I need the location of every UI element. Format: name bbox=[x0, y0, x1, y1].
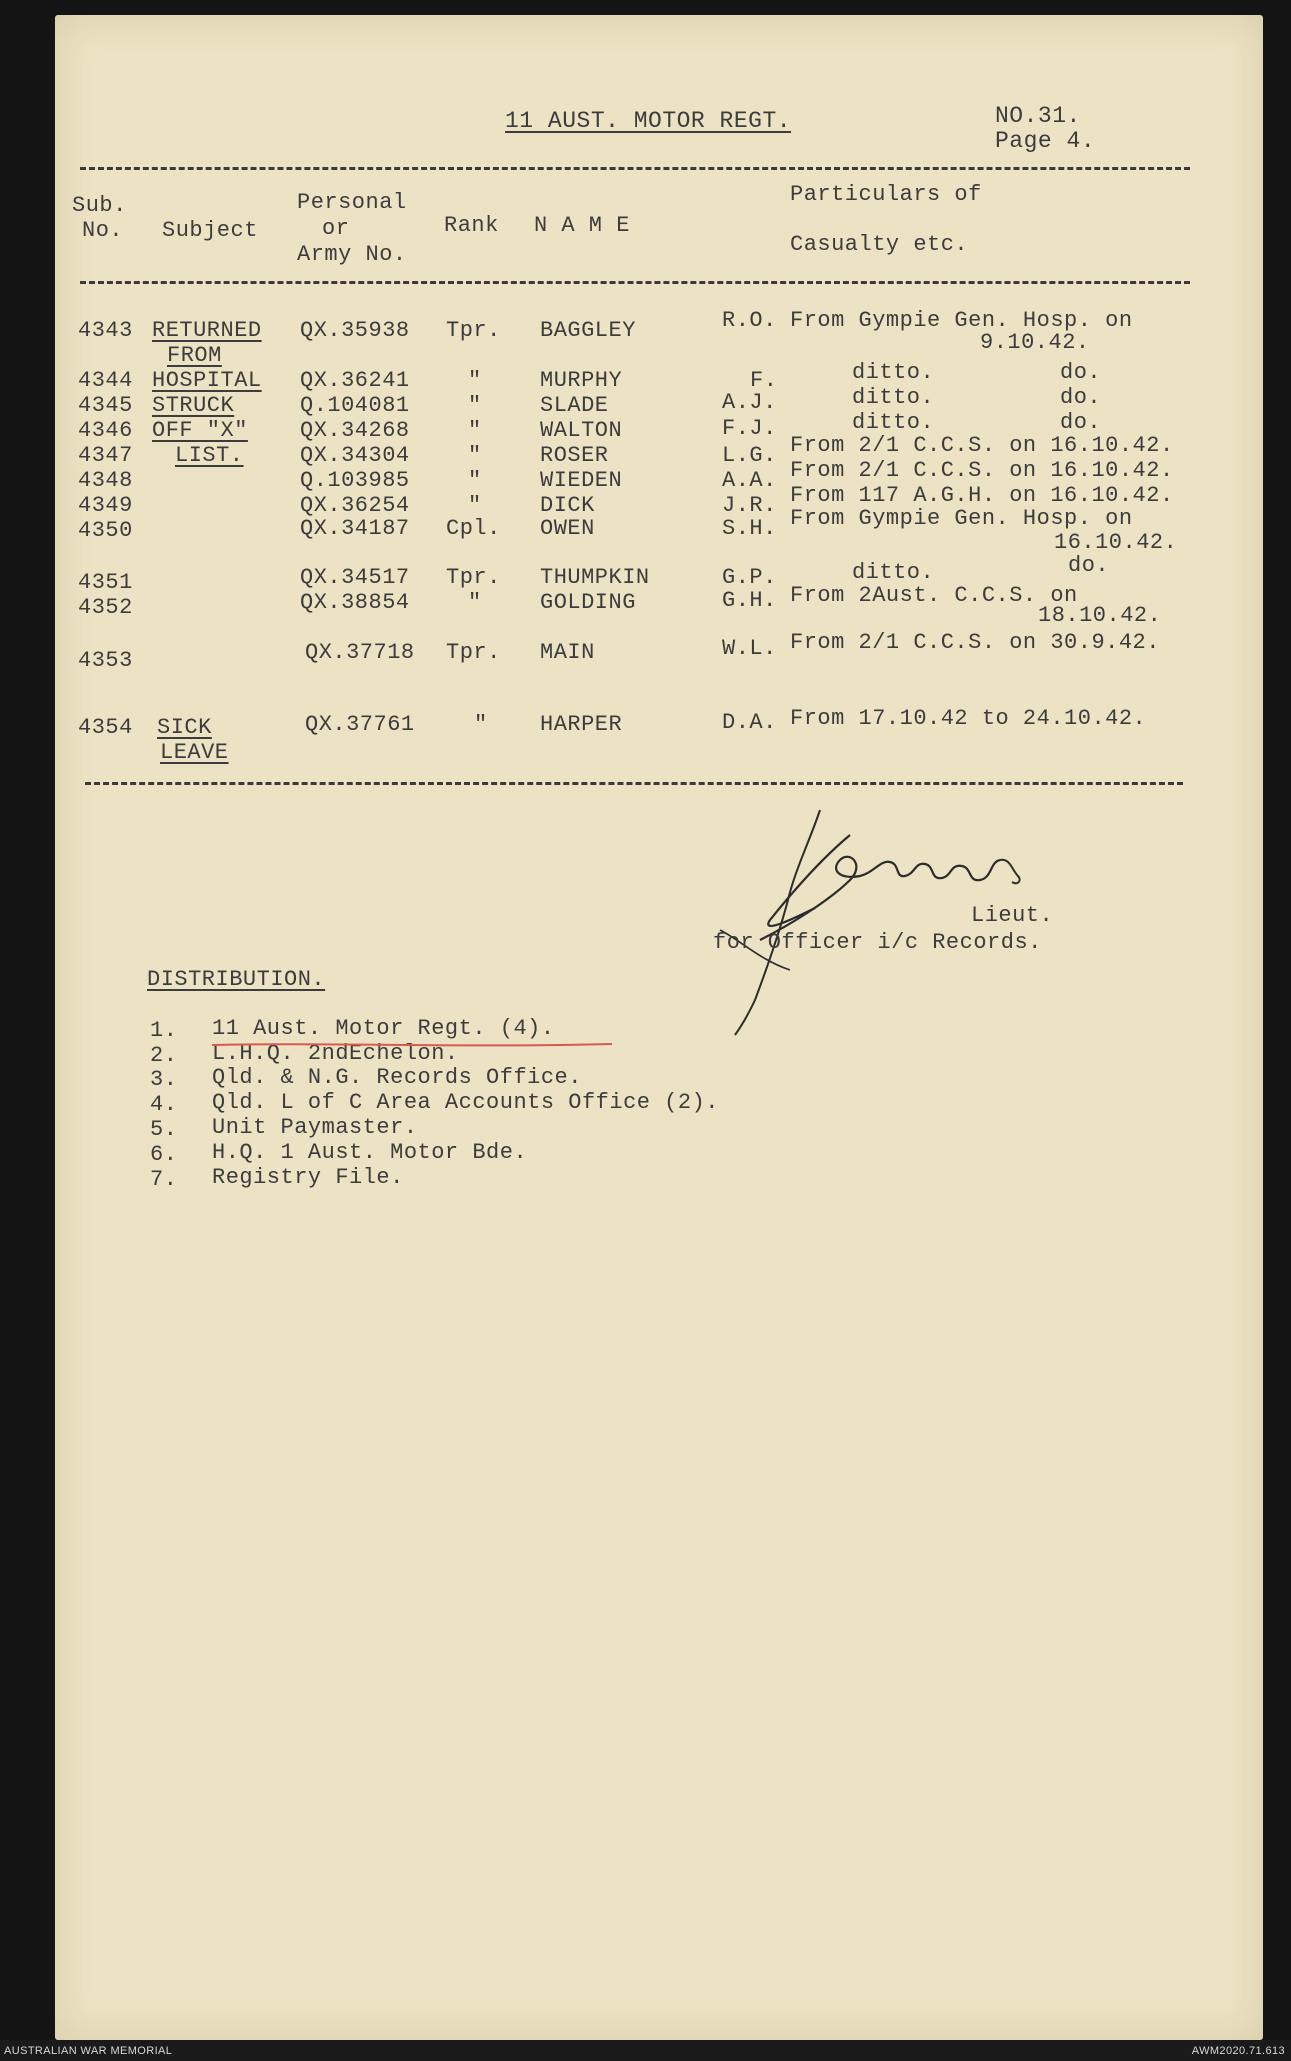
row-rank: " bbox=[468, 393, 482, 418]
row-name: OWEN bbox=[540, 516, 595, 541]
col-rank: Rank bbox=[444, 213, 499, 238]
page-number: Page 4. bbox=[995, 128, 1096, 154]
archive-credit: AUSTRALIAN WAR MEMORIAL bbox=[4, 2045, 173, 2057]
list-item-number: 7. bbox=[150, 1167, 178, 1192]
row-rank: " bbox=[468, 368, 482, 393]
list-item: Qld. L of C Area Accounts Office (2). bbox=[212, 1090, 719, 1115]
row-army-no: QX.34304 bbox=[300, 443, 410, 468]
row-name: ROSER bbox=[540, 443, 609, 468]
table-divider-bottom bbox=[85, 782, 1183, 785]
list-item-number: 6. bbox=[150, 1142, 178, 1167]
row-sub-no: 4347 bbox=[78, 443, 133, 468]
archive-footer-bar bbox=[0, 2040, 1291, 2061]
list-item: Registry File. bbox=[212, 1165, 404, 1190]
row-particulars: From 17.10.42 to 24.10.42. bbox=[790, 706, 1147, 731]
list-item-number: 1. bbox=[150, 1018, 178, 1043]
row-sub-no: 4353 bbox=[78, 648, 133, 673]
row-army-no: Q.103985 bbox=[300, 468, 410, 493]
row-particulars: From 2/1 C.C.S. on 16.10.42. bbox=[790, 458, 1174, 483]
row-initials: D.A. bbox=[722, 710, 777, 735]
row-rank: " bbox=[468, 493, 482, 518]
row-rank: " bbox=[474, 712, 488, 737]
signature-rank: Lieut. bbox=[971, 903, 1054, 928]
row-initials: G.P. bbox=[722, 565, 777, 590]
row-sub-no: 4346 bbox=[78, 418, 133, 443]
row-name: HARPER bbox=[540, 712, 623, 737]
subject-returned-3: HOSPITAL bbox=[152, 368, 262, 393]
row-initials: S.H. bbox=[722, 516, 777, 541]
row-army-no: QX.37718 bbox=[305, 640, 415, 665]
col-name: N A M E bbox=[534, 213, 630, 238]
list-item-number: 2. bbox=[150, 1043, 178, 1068]
row-name: THUMPKIN bbox=[540, 565, 650, 590]
red-pencil-underline bbox=[212, 1040, 612, 1050]
row-name: WALTON bbox=[540, 418, 623, 443]
col-personal-2: or bbox=[322, 216, 350, 241]
col-particulars-1: Particulars of bbox=[790, 182, 982, 207]
row-particulars: ditto. bbox=[852, 410, 935, 435]
row-rank: Tpr. bbox=[446, 565, 501, 590]
row-name: MAIN bbox=[540, 640, 595, 665]
subject-sick-1: SICK bbox=[157, 715, 212, 740]
col-particulars-2: Casualty etc. bbox=[790, 232, 969, 257]
list-item-number: 3. bbox=[150, 1067, 178, 1092]
row-army-no: QX.36241 bbox=[300, 368, 410, 393]
list-item: H.Q. 1 Aust. Motor Bde. bbox=[212, 1140, 528, 1165]
row-initials: A.A. bbox=[722, 468, 777, 493]
distribution-title: DISTRIBUTION. bbox=[147, 967, 326, 992]
row-rank: " bbox=[468, 443, 482, 468]
header-divider-top bbox=[80, 167, 1190, 170]
row-sub-no: 4348 bbox=[78, 468, 133, 493]
row-rank: " bbox=[468, 418, 482, 443]
row-particulars: From Gympie Gen. Hosp. on bbox=[790, 506, 1133, 531]
row-particulars-do: do. bbox=[1060, 360, 1102, 385]
row-initials: F. bbox=[750, 368, 778, 393]
col-personal-1: Personal bbox=[297, 190, 407, 215]
row-army-no: QX.35938 bbox=[300, 318, 410, 343]
row-particulars-do: do. bbox=[1060, 385, 1102, 410]
row-initials: L.G. bbox=[722, 443, 777, 468]
row-particulars: From 2/1 C.C.S. on 30.9.42. bbox=[790, 630, 1160, 655]
row-army-no: QX.34517 bbox=[300, 565, 410, 590]
row-particulars-cont: 16.10.42. bbox=[1054, 530, 1178, 555]
row-particulars-cont: 18.10.42. bbox=[1038, 603, 1162, 628]
row-sub-no: 4343 bbox=[78, 318, 133, 343]
col-sub-no-2: No. bbox=[82, 218, 124, 243]
row-rank: Tpr. bbox=[446, 640, 501, 665]
list-item: 11 Aust. Motor Regt. (4). bbox=[212, 1016, 555, 1041]
row-name: MURPHY bbox=[540, 368, 623, 393]
list-item: Unit Paymaster. bbox=[212, 1115, 418, 1140]
row-initials: F.J. bbox=[722, 416, 777, 441]
unit-title: 11 AUST. MOTOR REGT. bbox=[505, 108, 792, 134]
row-sub-no: 4344 bbox=[78, 368, 133, 393]
row-initials: G.H. bbox=[722, 588, 777, 613]
row-rank: Cpl. bbox=[446, 516, 501, 541]
list-item-number: 5. bbox=[150, 1117, 178, 1142]
row-army-no: QX.36254 bbox=[300, 493, 410, 518]
row-particulars: ditto. bbox=[852, 360, 935, 385]
row-sub-no: 4349 bbox=[78, 493, 133, 518]
row-sub-no: 4351 bbox=[78, 570, 133, 595]
row-particulars: ditto. bbox=[852, 385, 935, 410]
subject-returned-4: STRUCK bbox=[152, 393, 235, 418]
row-sub-no: 4345 bbox=[78, 393, 133, 418]
row-sub-no: 4350 bbox=[78, 518, 133, 543]
subject-returned-2: FROM bbox=[167, 343, 222, 368]
list-item-number: 4. bbox=[150, 1092, 178, 1117]
row-initials: A.J. bbox=[722, 390, 777, 415]
row-initials: W.L. bbox=[722, 636, 777, 661]
list-item: L.H.Q. 2ndEchelon. bbox=[212, 1041, 459, 1066]
row-sub-no: 4352 bbox=[78, 595, 133, 620]
row-particulars: From 2/1 C.C.S. on 16.10.42. bbox=[790, 433, 1174, 458]
document-number: NO.31. bbox=[995, 103, 1081, 129]
row-name: SLADE bbox=[540, 393, 609, 418]
row-name: GOLDING bbox=[540, 590, 636, 615]
list-item: Qld. & N.G. Records Office. bbox=[212, 1065, 582, 1090]
subject-returned-6: LIST. bbox=[175, 443, 244, 468]
col-personal-3: Army No. bbox=[297, 242, 407, 267]
row-army-no: Q.104081 bbox=[300, 393, 410, 418]
row-army-no: QX.38854 bbox=[300, 590, 410, 615]
row-particulars-do: do. bbox=[1060, 410, 1102, 435]
row-rank: " bbox=[468, 590, 482, 615]
signature-for: for Officer i/c Records. bbox=[713, 930, 1042, 955]
row-initials: R.O. bbox=[722, 308, 777, 333]
row-rank: Tpr. bbox=[446, 318, 501, 343]
row-particulars: From 2Aust. C.C.S. on bbox=[790, 583, 1078, 608]
subject-returned-1: RETURNED bbox=[152, 318, 262, 343]
row-particulars: From 117 A.G.H. on 16.10.42. bbox=[790, 483, 1174, 508]
row-name: DICK bbox=[540, 493, 595, 518]
col-subject: Subject bbox=[162, 218, 258, 243]
row-particulars-do: do. bbox=[1068, 553, 1110, 578]
row-army-no: QX.34268 bbox=[300, 418, 410, 443]
col-sub-no-1: Sub. bbox=[72, 193, 127, 218]
row-initials: J.R. bbox=[722, 493, 777, 518]
subject-sick-2: LEAVE bbox=[160, 740, 229, 765]
archive-reference: AWM2020.71.613 bbox=[1191, 2045, 1285, 2057]
row-army-no: QX.37761 bbox=[305, 712, 415, 737]
row-rank: " bbox=[468, 468, 482, 493]
row-army-no: QX.34187 bbox=[300, 516, 410, 541]
row-name: BAGGLEY bbox=[540, 318, 636, 343]
row-name: WIEDEN bbox=[540, 468, 623, 493]
row-particulars: ditto. bbox=[852, 560, 935, 585]
subject-returned-5: OFF "X" bbox=[152, 418, 248, 443]
row-sub-no: 4354 bbox=[78, 715, 133, 740]
row-particulars-cont: 9.10.42. bbox=[980, 330, 1090, 355]
row-particulars: From Gympie Gen. Hosp. on bbox=[790, 308, 1133, 333]
header-divider-bottom bbox=[80, 281, 1190, 284]
